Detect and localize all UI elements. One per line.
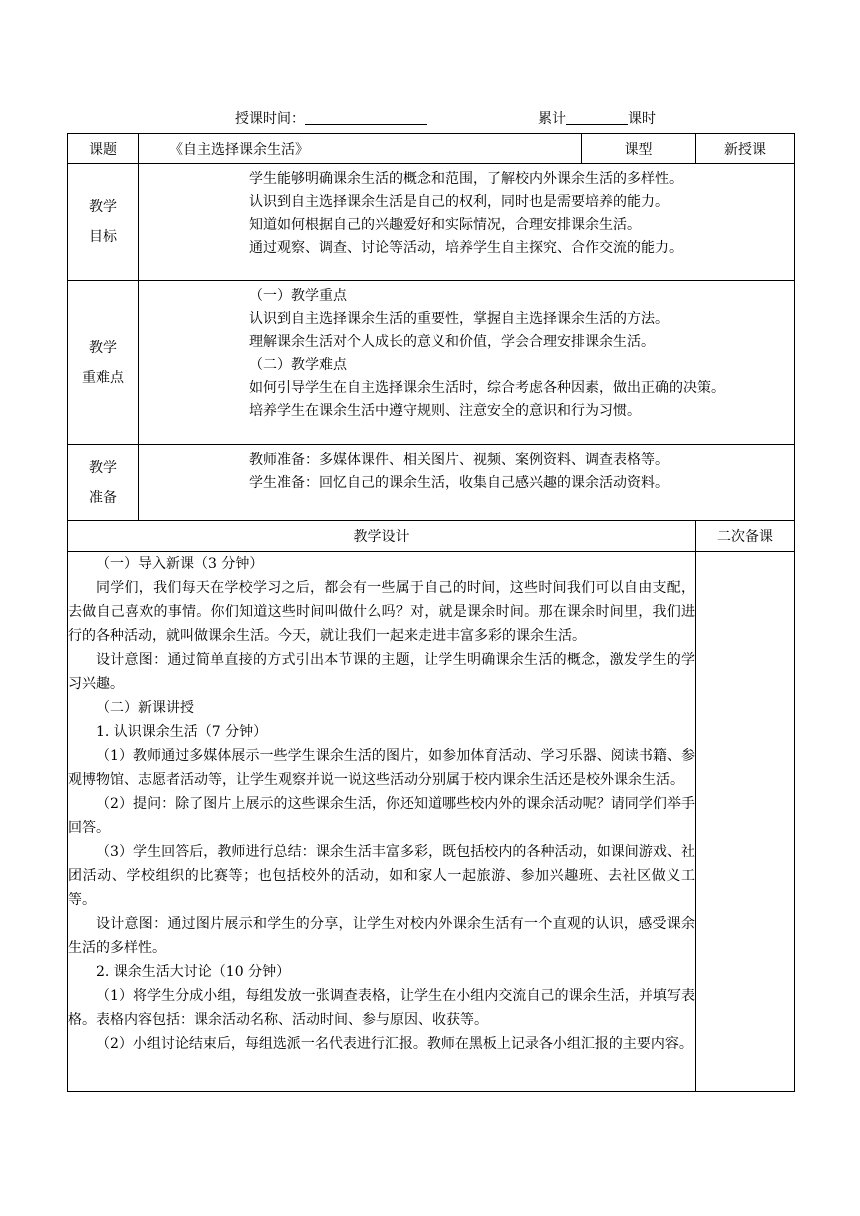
objective-item: 学生能够明确课余生活的概念和范围，了解校内外课余生活的多样性。 xyxy=(249,171,683,187)
design-intent: 设计意图：通过简单直接的方式引出本节课的主题，让学生明确课余生活的概念，激发学生的学习兴趣。 xyxy=(68,652,695,692)
section-heading: （二）新课讲授 xyxy=(96,700,194,716)
keypoint-item: 理解课余生活对个人成长的意义和价值，学会合理安排课余生活。 xyxy=(249,334,655,350)
design-paragraph: （1）教师通过多媒体展示一些学生课余生活的图片，如参加体育活动、学习乐器、阅读书籍、参观博物馆、志愿者活动等，让学生观察并说一说这些活动分别属于校内课余生活还是校外课余生活。 xyxy=(68,748,695,788)
design-header: 教学设计 xyxy=(68,521,696,552)
preparation-label: 教学 准备 xyxy=(68,445,139,521)
objectives-content xyxy=(139,164,795,281)
objectives-row xyxy=(68,164,795,281)
second-prep-header: 二次备课 xyxy=(696,521,795,552)
objective-item: 知道如何根据自己的兴趣爱好和实际情况，合理安排课余生活。 xyxy=(249,217,641,233)
objective-item: 认识到自主选择课余生活是自己的权利，同时也是需要培养的能力。 xyxy=(249,194,669,210)
design-paragraph: 同学们，我们每天在学校学习之后，都会有一些属于自己的时间，这些时间我们可以自由支配，去做自己喜欢的事情。你们知道这些时间叫做什么吗？对，就是课余时间。那在课余时间里，我们进行的各种活动，就叫做课余生活。今天，就让我们一起来走进丰富多彩的课余生活。 xyxy=(68,580,695,644)
design-paragraph: （1）将学生分成小组，每组发放一张调查表格，让学生在小组内交流自己的课余生活，并填写表格。表格内容包括：课余活动名称、活动时间、参与原因、收获等。 xyxy=(68,988,695,1028)
teaching-time-label: 授课时间： xyxy=(235,111,305,127)
subsection-heading: 2. 课余生活大讨论（10 分钟） xyxy=(96,964,291,980)
keypoints-content xyxy=(139,281,795,445)
objectives-label: 教学 目标 xyxy=(68,164,139,281)
lesson-type-label: 课型 xyxy=(582,134,696,164)
design-body-row xyxy=(68,552,795,1092)
preparation-item: 学生准备：回忆自己的课余生活，收集自己感兴趣的课余活动资料。 xyxy=(249,475,669,491)
design-content xyxy=(68,552,696,1092)
keypoints-row xyxy=(68,281,795,445)
keypoint-item: （一）教学重点 xyxy=(249,288,347,304)
topic-title: 《自主选择课余生活》 xyxy=(139,134,582,164)
total-hours-field xyxy=(538,110,656,128)
second-prep-area[interactable] xyxy=(696,552,795,1092)
keypoint-item: 培养学生在课余生活中遵守规则、注意安全的意识和行为习惯。 xyxy=(249,403,641,419)
total-hours-suffix: 课时 xyxy=(628,111,656,127)
preparation-item: 教师准备：多媒体课件、相关图片、视频、案例资料、调查表格等。 xyxy=(249,452,669,468)
section-heading: （一）导入新课（3 分钟） xyxy=(96,556,264,572)
teaching-time-field xyxy=(235,110,427,128)
subsection-heading: 1. 认识课余生活（7 分钟） xyxy=(96,724,268,740)
teaching-time-blank xyxy=(305,110,427,125)
keypoint-item: 认识到自主选择课余生活的重要性，掌握自主选择课余生活的方法。 xyxy=(249,311,669,327)
preparation-row xyxy=(68,445,795,521)
total-hours-prefix: 累计 xyxy=(538,111,566,127)
keypoint-item: 如何引导学生在自主选择课余生活时，综合考虑各种因素，做出正确的决策。 xyxy=(249,380,725,396)
lesson-plan-table xyxy=(67,133,795,1092)
objective-item: 通过观察、调查、讨论等活动，培养学生自主探究、合作交流的能力。 xyxy=(249,240,683,256)
preparation-content xyxy=(139,445,795,521)
design-intent: 设计意图：通过图片展示和学生的分享，让学生对校内外课余生活有一个直观的认识，感受课余生活的多样性。 xyxy=(68,916,695,956)
design-paragraph: （2）小组讨论结束后，每组选派一名代表进行汇报。教师在黑板上记录各小组汇报的主要内容。 xyxy=(96,1036,693,1052)
keypoints-label: 教学 重难点 xyxy=(68,281,139,445)
topic-row xyxy=(68,134,795,164)
lesson-type-value: 新授课 xyxy=(696,134,795,164)
topic-label: 课题 xyxy=(68,134,139,164)
keypoint-item: （二）教学难点 xyxy=(249,357,347,373)
design-header-row xyxy=(68,521,795,552)
design-paragraph: （2）提问：除了图片上展示的这些课余生活，你还知道哪些校内外的课余活动呢？请同学们举手回答。 xyxy=(68,796,695,836)
total-hours-blank xyxy=(566,110,628,125)
design-paragraph: （3）学生回答后，教师进行总结：课余生活丰富多彩，既包括校内的各种活动，如课间游戏、社团活动、学校组织的比赛等；也包括校外的活动，如和家人一起旅游、参加兴趣班、去社区做义工等。 xyxy=(68,844,695,908)
